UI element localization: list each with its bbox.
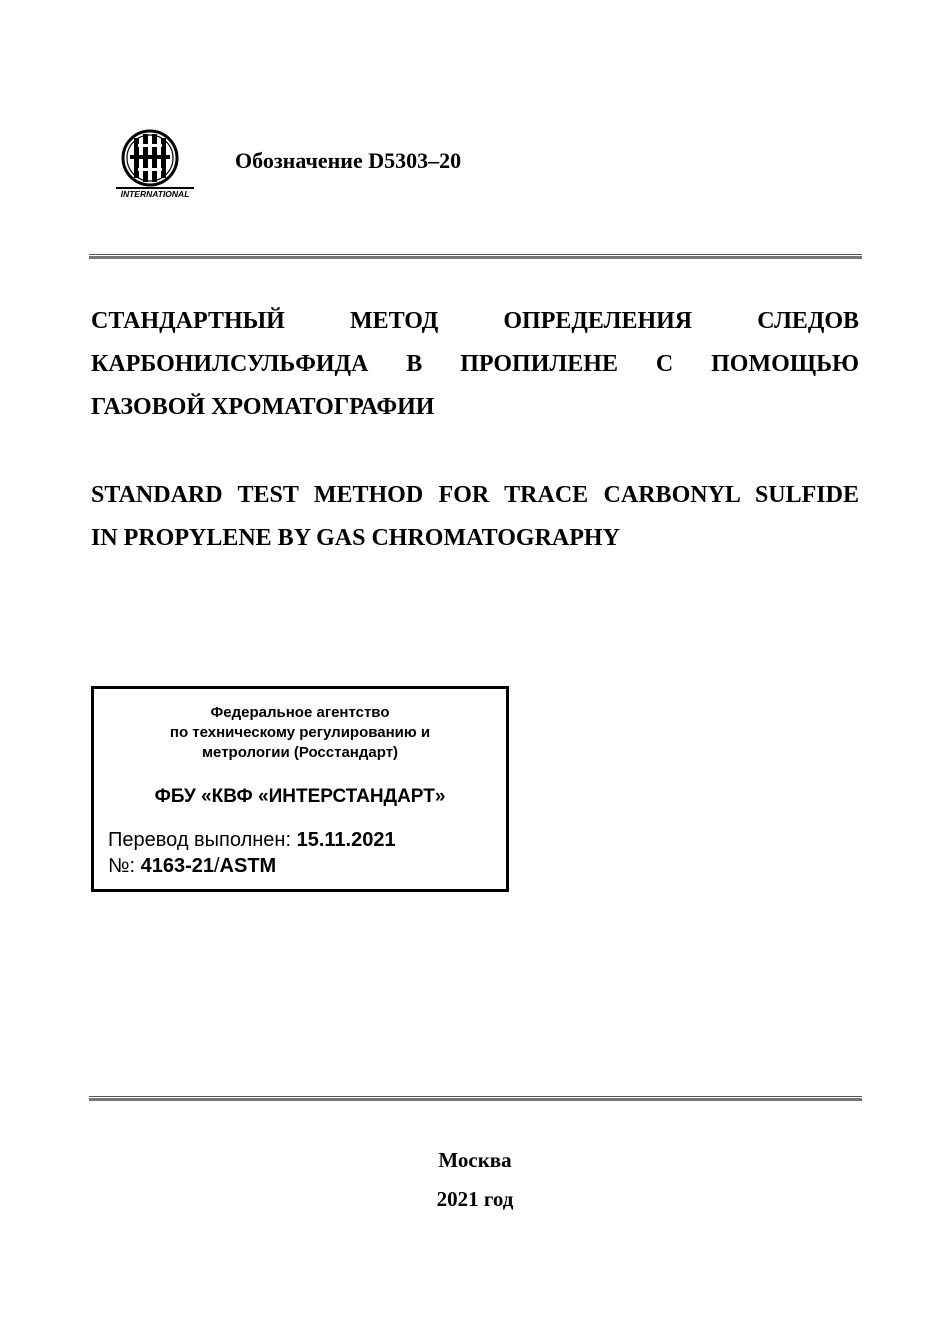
city: Москва — [438, 1148, 512, 1172]
agency-name: Федеральное агентство по техническому регулированию и метрологии (Росстандарт) — [169, 704, 431, 761]
logo-text: INTERNATIONAL — [120, 189, 190, 199]
title-english — [91, 474, 859, 560]
bottom-divider — [89, 1096, 862, 1101]
title-russian — [91, 300, 859, 429]
translation-number: №: 4163-21/ASTM — [108, 855, 277, 877]
astm-logo — [112, 128, 198, 200]
title-ru-line-1: СТАНДАРТНЫЙ МЕТОД ОПРЕДЕЛЕНИЯ СЛЕДОВ — [91, 308, 860, 334]
designation: Обозначение D5303–20 — [235, 148, 462, 173]
top-divider — [89, 254, 862, 259]
translation-stamp — [91, 686, 509, 892]
year: 2021 год — [436, 1187, 514, 1211]
translation-date: Перевод выполнен: 15.11.2021 — [108, 829, 396, 851]
title-ru-line-3: ГАЗОВОЙ ХРОМАТОГРАФИИ — [91, 394, 435, 420]
title-en-line-1: STANDARD TEST METHOD FOR TRACE CARBONYL SULFIDE — [91, 482, 859, 508]
title-en-line-2: IN PROPYLENE BY GAS CHROMATOGRAPHY — [91, 525, 620, 551]
organization-name: ФБУ «КВФ «ИНТЕРСТАНДАРТ» — [154, 786, 446, 807]
title-ru-line-2: КАРБОНИЛСУЛЬФИДА В ПРОПИЛЕНЕ С ПОМОЩЬЮ — [91, 351, 860, 377]
